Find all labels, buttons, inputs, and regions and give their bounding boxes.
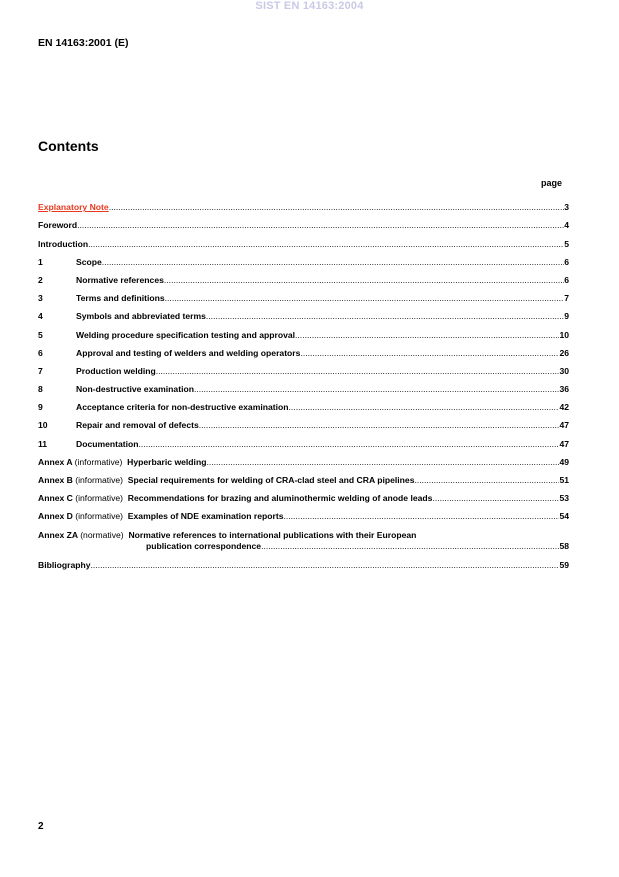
toc-entry-foreword[interactable] — [38, 213, 569, 231]
toc-entry-title: Hyperbaric welding — [127, 456, 207, 467]
toc-entry-title: Introduction — [38, 238, 89, 249]
toc-entry-production-welding[interactable] — [38, 359, 569, 377]
toc-entry-page: 36 — [559, 384, 569, 395]
annex-label: Annex B — [38, 475, 73, 485]
toc-entry-title: Recommendations for brazing and aluminothermic welding of anode leads — [127, 493, 433, 504]
leader-dots — [91, 560, 560, 571]
toc-entry-title: Examples of NDE examination reports — [127, 511, 284, 522]
toc-entry-title: Normative references — [76, 274, 164, 285]
document-id: EN 14163:2001 (E) — [38, 37, 129, 49]
toc-entry-page: 30 — [559, 365, 569, 376]
toc-entry-number: 5 — [38, 329, 43, 340]
toc-entry-page: 53 — [559, 493, 569, 504]
toc-entry-title: Foreword — [38, 220, 78, 231]
toc-entry-title: Production welding — [76, 365, 156, 376]
toc-entry-nde[interactable] — [38, 377, 569, 395]
toc-entry-number: 10 — [38, 420, 48, 431]
annex-prefix — [38, 475, 414, 486]
toc-entry-welding-procedure[interactable] — [38, 322, 569, 340]
leader-dots — [164, 275, 564, 286]
toc-entry-number: 7 — [38, 365, 43, 376]
watermark-text: SIST EN 14163:2004 — [255, 0, 364, 12]
page-column-label: page — [540, 178, 562, 188]
leader-dots — [300, 348, 559, 359]
toc-entry-title: Terms and definitions — [76, 293, 165, 304]
toc-entry-page: 47 — [559, 438, 569, 449]
toc-entry-title: Special requirements for welding of CRA-clad steel and CRA pipelines — [127, 475, 415, 485]
toc-entry-number: 8 — [38, 384, 43, 395]
toc-entry-title: Approval and testing of welders and welding operators — [76, 347, 301, 358]
toc-entry-title: Symbols and abbreviated terms — [76, 311, 206, 322]
page-number: 2 — [38, 821, 44, 832]
toc-entry-page: 51 — [559, 475, 569, 485]
toc-entry-annex-a[interactable] — [38, 450, 569, 468]
page-title: Contents — [38, 138, 99, 154]
toc-entry-scope[interactable] — [38, 250, 569, 268]
toc-entry-page: 4 — [564, 220, 569, 231]
leader-dots — [194, 384, 559, 395]
toc-entry-title: Normative references to international publications with their European — [128, 530, 417, 541]
leader-dots — [295, 330, 559, 341]
toc-entry-number: 1 — [38, 256, 43, 267]
leader-dots — [432, 493, 559, 504]
toc-entry-symbols[interactable] — [38, 304, 569, 322]
toc-entry-annex-za[interactable] — [38, 522, 569, 552]
annex-type: (informative) — [75, 511, 124, 522]
leader-dots — [109, 202, 565, 213]
toc-entry-title: Repair and removal of defects — [76, 420, 199, 431]
toc-entry-page: 10 — [559, 329, 569, 340]
leader-dots — [139, 439, 560, 450]
toc-entry-page: 7 — [564, 293, 569, 304]
toc-entry-number: 2 — [38, 274, 43, 285]
annex-type: (informative) — [74, 456, 123, 467]
leader-dots — [102, 257, 564, 268]
toc-entry-title: Acceptance criteria for non-destructive examination — [76, 402, 289, 413]
leader-dots — [77, 220, 564, 231]
leader-dots — [283, 511, 559, 522]
annex-label: Annex ZA — [38, 530, 78, 541]
annex-type: (informative) — [75, 493, 124, 504]
toc-entry-number: 9 — [38, 402, 43, 413]
toc-entry-page: 42 — [559, 402, 569, 413]
leader-dots — [165, 293, 565, 304]
annex-prefix — [38, 493, 432, 504]
annex-type: (normative) — [80, 530, 124, 541]
leader-dots — [206, 457, 559, 468]
toc-entry-page: 6 — [564, 274, 569, 285]
toc-entry-repair[interactable] — [38, 413, 569, 431]
toc-entry-page: 59 — [559, 559, 569, 570]
annex-label: Annex D — [38, 511, 73, 522]
leader-dots — [199, 420, 560, 431]
toc-entry-page: 49 — [559, 456, 569, 467]
annex-za-line2 — [38, 541, 569, 552]
toc-entry-number: 6 — [38, 347, 43, 358]
toc-entry-page: 3 — [564, 202, 569, 213]
annex-prefix — [38, 511, 283, 522]
leader-dots — [206, 311, 564, 322]
toc-entry-explanatory-note[interactable] — [38, 195, 569, 213]
toc-entry-annex-b[interactable] — [38, 468, 569, 486]
toc-entry-number: 3 — [38, 293, 43, 304]
toc-entry-page: 6 — [564, 256, 569, 267]
toc-entry-title: Documentation — [76, 438, 139, 449]
toc-entry-normative-references[interactable] — [38, 268, 569, 286]
toc-entry-welder-approval[interactable] — [38, 341, 569, 359]
toc-entry-title: Bibliography — [38, 559, 91, 570]
annex-label: Annex A — [38, 456, 73, 467]
leader-dots — [414, 475, 559, 486]
toc-entry-title: Welding procedure specification testing and approval — [76, 329, 296, 340]
toc-entry-bibliography[interactable] — [38, 552, 569, 570]
toc-entry-annex-c[interactable] — [38, 486, 569, 504]
annex-type: (informative) — [75, 475, 124, 485]
toc-entry-page: 5 — [564, 238, 569, 249]
toc-entry-page: 54 — [559, 511, 569, 522]
leader-dots — [261, 541, 559, 552]
toc-entry-annex-d[interactable] — [38, 504, 569, 522]
toc-entry-title[interactable]: Explanatory Note — [38, 202, 109, 213]
toc-entry-number: 4 — [38, 311, 43, 322]
toc-entry-introduction[interactable] — [38, 231, 569, 249]
toc-entry-page: 47 — [559, 420, 569, 431]
annex-label: Annex C — [38, 493, 73, 504]
toc-entry-number: 11 — [38, 438, 48, 449]
leader-dots — [88, 239, 564, 250]
toc-entry-documentation[interactable] — [38, 431, 569, 449]
table-of-contents — [38, 195, 569, 571]
toc-entry-title: Scope — [76, 256, 102, 267]
annex-za-line1 — [38, 530, 569, 541]
toc-entry-terms-definitions[interactable] — [38, 286, 569, 304]
leader-dots — [289, 402, 560, 413]
annex-prefix — [38, 457, 206, 468]
toc-entry-page: 58 — [559, 541, 569, 552]
toc-entry-title-continued: publication correspondence — [146, 541, 262, 552]
toc-entry-title: Non-destructive examination — [76, 384, 194, 395]
toc-entry-acceptance-criteria[interactable] — [38, 395, 569, 413]
toc-entry-page: 9 — [564, 311, 569, 322]
leader-dots — [156, 366, 560, 377]
toc-entry-page: 26 — [559, 347, 569, 358]
